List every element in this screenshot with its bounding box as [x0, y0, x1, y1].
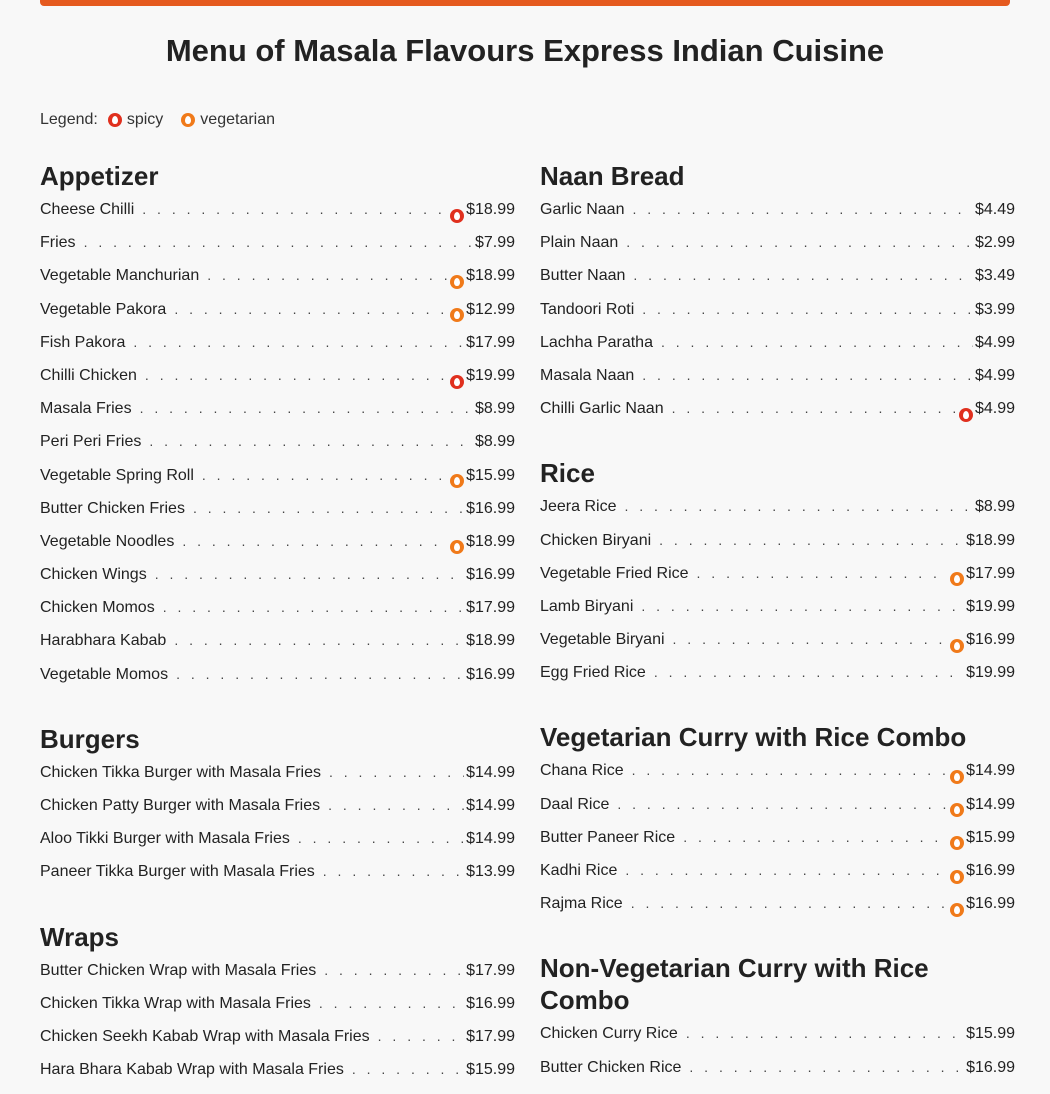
item-price: $4.49	[974, 201, 1015, 218]
item-price: $18.99	[466, 201, 515, 218]
menu-item	[40, 299, 515, 332]
item-name: Harabhara Kabab	[40, 632, 167, 650]
dot-leader	[683, 827, 948, 847]
item-name: Vegetable Pakora	[40, 300, 167, 318]
vegetarian-leaf-icon	[950, 770, 964, 784]
menu-list	[40, 762, 515, 895]
section-title: Wraps	[40, 921, 119, 952]
menu-item	[40, 861, 515, 894]
item-name: Chicken Tikka Wrap with Masala Fries	[40, 994, 311, 1012]
item-name: Fries	[40, 234, 76, 252]
dot-leader	[174, 630, 464, 650]
item-price: $15.99	[466, 1061, 515, 1079]
section-title: Vegetarian Curry with Rice Combo	[540, 722, 967, 753]
vegetarian-leaf-icon	[950, 836, 964, 850]
spicy-flame-icon	[108, 113, 122, 127]
item-tags	[950, 803, 964, 817]
page-title: Menu of Masala Flavours Express Indian Cuisine	[165, 33, 885, 68]
menu-item	[540, 365, 1015, 398]
menu-item	[540, 265, 1015, 298]
item-tags	[450, 308, 464, 322]
item-price: $17.99	[466, 961, 515, 979]
item-price: $4.99	[974, 366, 1015, 384]
item-price: $8.99	[974, 498, 1015, 516]
item-price: $4.99	[974, 333, 1015, 351]
menu-item	[540, 299, 1015, 332]
menu-item	[540, 794, 1015, 827]
item-name: Chicken Tikka Burger with Masala Fries	[40, 763, 321, 781]
item-price: $8.99	[474, 400, 515, 418]
item-tags	[950, 572, 964, 586]
menu-item	[40, 365, 515, 398]
section-title: Naan Bread	[540, 161, 685, 191]
menu-item	[40, 332, 515, 365]
item-price: $17.99	[466, 1027, 515, 1045]
item-name: Chicken Momos	[40, 599, 155, 617]
dot-leader	[642, 365, 973, 385]
item-name: Lachha Paratha	[540, 333, 653, 351]
item-name: Egg Fried Rice	[540, 664, 646, 682]
menu-section-burgers	[40, 723, 515, 895]
item-price: $16.99	[966, 862, 1015, 879]
dot-leader	[641, 596, 964, 616]
legend-label: Legend:	[40, 111, 98, 128]
section-title: Appetizer	[40, 161, 159, 191]
item-price: $17.99	[466, 333, 515, 351]
legend-item-spicy	[108, 111, 163, 129]
dot-leader	[133, 332, 464, 352]
dot-leader	[673, 629, 949, 649]
vegetarian-leaf-icon	[450, 540, 464, 554]
item-price: $16.99	[966, 631, 1015, 649]
menu-list	[540, 1023, 1015, 1089]
dot-leader	[654, 662, 964, 682]
item-price: $3.49	[974, 267, 1015, 285]
dot-leader	[625, 860, 948, 880]
menu-section-rice	[540, 457, 1015, 695]
menu-section-non-vegetarian-curry-with-rice-combo	[540, 952, 1015, 1089]
menu-item	[40, 564, 515, 597]
item-name: Chicken Curry Rice	[540, 1025, 678, 1043]
dot-leader	[176, 664, 464, 684]
dot-leader	[689, 1057, 964, 1077]
dot-leader	[661, 332, 973, 352]
dot-leader	[624, 496, 972, 516]
item-name: Vegetable Fried Rice	[540, 564, 689, 582]
dot-leader	[617, 794, 948, 814]
item-price: $4.99	[974, 400, 1015, 418]
item-price: $2.99	[974, 234, 1015, 252]
menu-item	[540, 860, 1015, 893]
vegetarian-leaf-icon	[450, 308, 464, 322]
item-name: Chicken Biryani	[540, 531, 652, 549]
dot-leader	[697, 563, 949, 583]
item-price: $14.99	[466, 830, 515, 848]
item-tags	[950, 639, 964, 653]
section-title: Non-Vegetarian Curry with Rice Combo	[540, 953, 929, 1016]
item-price: $14.99	[466, 797, 515, 814]
dot-leader	[632, 199, 972, 219]
item-price: $8.99	[474, 433, 515, 451]
dot-leader	[84, 232, 473, 252]
dot-leader	[140, 398, 473, 418]
item-price: $14.99	[966, 795, 1015, 813]
item-price: $12.99	[466, 300, 515, 318]
menu-item	[540, 662, 1015, 695]
item-price: $15.99	[466, 466, 515, 484]
dot-leader	[149, 431, 473, 451]
dot-leader	[659, 530, 964, 550]
spicy-flame-icon	[450, 209, 464, 223]
item-price: $18.99	[466, 267, 515, 285]
item-name: Vegetable Noodles	[40, 532, 175, 550]
section-title: Burgers	[40, 723, 140, 754]
menu-list	[540, 760, 1015, 926]
menu-item	[540, 563, 1015, 596]
menu-item	[540, 629, 1015, 662]
dot-leader	[163, 597, 464, 617]
item-tags	[450, 540, 464, 554]
menu-item	[40, 465, 515, 498]
dot-leader	[298, 828, 464, 848]
item-price: $19.99	[466, 366, 515, 384]
item-name: Chilli Chicken	[40, 366, 137, 384]
item-name: Butter Chicken Rice	[540, 1058, 682, 1076]
menu-item	[40, 1026, 515, 1059]
item-tags	[950, 770, 964, 784]
menu-item	[40, 762, 515, 795]
menu-item	[40, 960, 515, 993]
item-name: Butter Chicken Wrap with Masala Fries	[40, 961, 317, 979]
item-price: $13.99	[466, 863, 515, 881]
item-name: Jeera Rice	[540, 498, 617, 516]
menu-item	[40, 630, 515, 663]
section-title: Rice	[540, 458, 595, 489]
item-name: Butter Paneer Rice	[540, 828, 676, 846]
item-name: Plain Naan	[540, 234, 619, 252]
vegetarian-leaf-icon	[950, 903, 964, 917]
item-name: Masala Naan	[540, 366, 635, 384]
vegetarian-leaf-icon	[181, 113, 195, 127]
menu-item	[540, 1023, 1015, 1056]
dot-leader	[182, 531, 448, 551]
dot-leader	[328, 795, 464, 815]
item-name: Hara Bhara Kabab Wrap with Masala Fries	[40, 1061, 344, 1079]
item-price: $15.99	[966, 1025, 1015, 1043]
item-price: $18.99	[966, 531, 1015, 549]
item-price: $17.99	[466, 599, 515, 617]
menu-item	[540, 199, 1015, 232]
item-price: $16.99	[966, 895, 1015, 913]
item-price: $19.99	[966, 597, 1015, 615]
item-name: Fish Pakora	[40, 333, 126, 351]
menu-section-naan-bread	[540, 160, 1015, 431]
item-name: Aloo Tikki Burger with Masala Fries	[40, 830, 290, 848]
menu-item	[40, 664, 515, 697]
item-price: $18.99	[466, 632, 515, 650]
item-name: Butter Chicken Fries	[40, 499, 185, 517]
dot-leader	[207, 265, 448, 285]
menu-item	[540, 530, 1015, 563]
menu-list	[540, 496, 1015, 695]
menu-item	[540, 596, 1015, 629]
dot-leader	[202, 465, 448, 485]
dot-leader	[631, 893, 948, 913]
item-name: Masala Fries	[40, 400, 132, 418]
menu-section-appetizer	[40, 160, 515, 697]
vegetarian-leaf-icon	[450, 275, 464, 289]
legend	[40, 109, 293, 131]
menu-item	[40, 498, 515, 531]
menu-section-vegetarian-curry-with-rice-combo	[540, 721, 1015, 926]
dot-leader	[142, 199, 448, 219]
vegetarian-leaf-icon	[950, 803, 964, 817]
dot-leader	[632, 760, 948, 780]
vegetarian-leaf-icon	[450, 474, 464, 488]
vegetarian-leaf-icon	[950, 870, 964, 884]
item-name: Tandoori Roti	[540, 300, 635, 318]
menu-list	[40, 199, 515, 697]
legend-vegetarian-label: vegetarian	[200, 111, 276, 128]
item-price: $19.99	[966, 664, 1015, 682]
item-tags	[950, 870, 964, 884]
legend-item-vegetarian	[181, 111, 275, 129]
menu-item	[40, 265, 515, 298]
menu-item	[40, 1059, 515, 1092]
item-price: $16.99	[466, 566, 515, 584]
spicy-flame-icon	[959, 408, 973, 422]
menu-item	[540, 232, 1015, 265]
dot-leader	[329, 762, 464, 782]
menu-item	[40, 828, 515, 861]
item-price: $15.99	[966, 828, 1015, 846]
menu-item	[540, 332, 1015, 365]
item-price: $16.99	[466, 665, 515, 683]
menu-item	[40, 431, 515, 464]
item-name: Cheese Chilli	[40, 201, 135, 218]
dot-leader	[672, 398, 957, 418]
dot-leader	[323, 861, 464, 881]
dot-leader	[642, 299, 973, 319]
menu-item	[540, 398, 1015, 431]
item-name: Butter Naan	[540, 267, 626, 285]
item-tags	[950, 903, 964, 917]
menu-column-right	[540, 160, 1015, 1094]
dot-leader	[155, 564, 464, 584]
item-price: $14.99	[966, 762, 1015, 780]
dot-leader	[378, 1026, 464, 1046]
legend-spicy-label: spicy	[126, 111, 164, 128]
menu-list	[40, 960, 515, 1093]
item-name: Rajma Rice	[540, 895, 623, 913]
item-name: Garlic Naan	[540, 201, 625, 218]
menu-item	[540, 1057, 1015, 1090]
dot-leader	[193, 498, 464, 518]
item-name: Kadhi Rice	[540, 862, 618, 879]
menu-section-wraps	[40, 921, 515, 1093]
item-name: Peri Peri Fries	[40, 433, 142, 451]
item-price: $16.99	[466, 994, 515, 1012]
dot-leader	[319, 993, 464, 1013]
top-accent-bar	[40, 0, 1010, 6]
item-tags	[450, 209, 464, 223]
menu-item	[40, 597, 515, 630]
item-price: $17.99	[966, 564, 1015, 582]
item-name: Paneer Tikka Burger with Masala Fries	[40, 863, 315, 881]
menu-item	[40, 531, 515, 564]
menu-item	[40, 199, 515, 232]
dot-leader	[633, 265, 973, 285]
item-name: Lamb Biryani	[540, 597, 634, 615]
item-name: Chicken Wings	[40, 566, 147, 584]
menu-list	[540, 199, 1015, 431]
item-name: Vegetable Manchurian	[40, 267, 200, 285]
item-name: Chilli Garlic Naan	[540, 400, 664, 418]
item-price: $14.99	[466, 763, 515, 781]
menu-item	[540, 893, 1015, 926]
dot-leader	[145, 365, 448, 385]
item-tags	[450, 375, 464, 389]
menu-item	[540, 760, 1015, 793]
item-price: $3.99	[974, 300, 1015, 318]
item-price: $16.99	[966, 1058, 1015, 1076]
menu-item	[40, 993, 515, 1026]
item-price: $16.99	[466, 499, 515, 517]
vegetarian-leaf-icon	[950, 639, 964, 653]
menu-item	[540, 496, 1015, 529]
item-tags	[450, 275, 464, 289]
dot-leader	[686, 1023, 964, 1043]
item-name: Chana Rice	[540, 762, 624, 780]
dot-leader	[352, 1059, 464, 1079]
menu-item	[40, 398, 515, 431]
item-name: Chicken Patty Burger with Masala Fries	[40, 797, 321, 814]
dot-leader	[324, 960, 464, 980]
item-name: Daal Rice	[540, 795, 610, 813]
item-tags	[950, 836, 964, 850]
vegetarian-leaf-icon	[950, 572, 964, 586]
menu-item	[40, 232, 515, 265]
item-name: Chicken Seekh Kabab Wrap with Masala Fries	[40, 1027, 370, 1045]
item-name: Vegetable Biryani	[540, 631, 665, 649]
menu-item	[40, 795, 515, 828]
spicy-flame-icon	[450, 375, 464, 389]
item-tags	[959, 408, 973, 422]
item-name: Vegetable Spring Roll	[40, 466, 194, 484]
menu-column-left	[40, 160, 515, 1094]
item-price: $18.99	[466, 532, 515, 550]
item-price: $7.99	[474, 234, 515, 252]
menu-item	[540, 827, 1015, 860]
dot-leader	[626, 232, 973, 252]
item-name: Vegetable Momos	[40, 665, 169, 683]
dot-leader	[174, 299, 448, 319]
item-tags	[450, 474, 464, 488]
